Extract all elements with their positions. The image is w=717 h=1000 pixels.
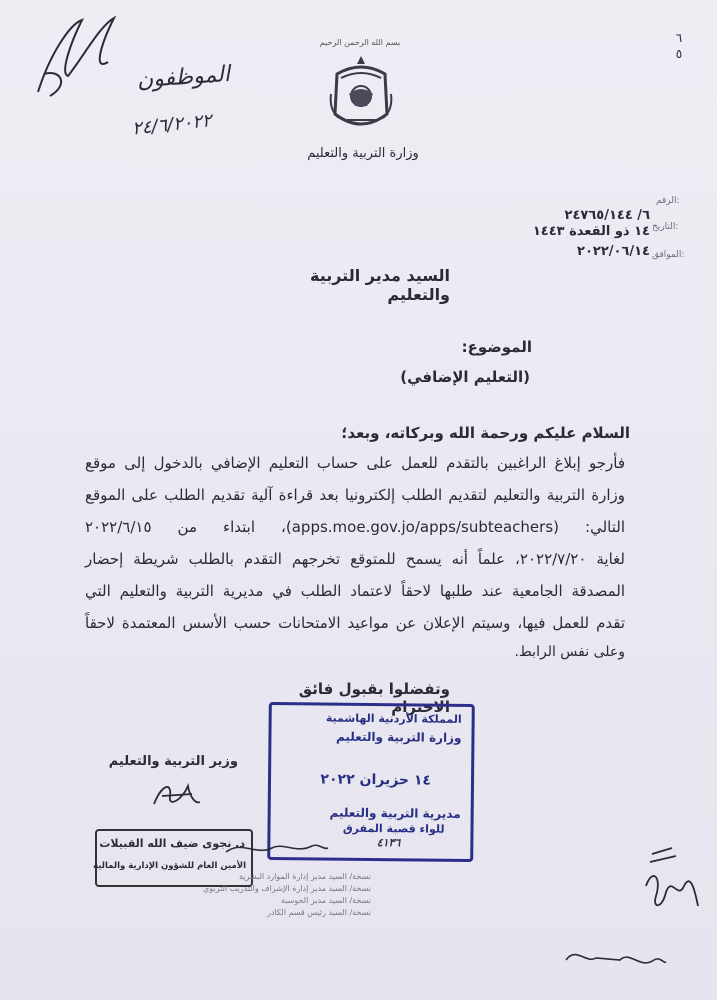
- date-label: التاريخ:: [652, 222, 679, 232]
- corresponding-label: الموافق:: [652, 250, 685, 260]
- cc-line: نسخة/ السيد رئيس قسم الكادر: [266, 908, 371, 917]
- cc-line: نسخة/ السيد مدير الحوسبة: [280, 896, 371, 905]
- subject-value: (التعليم الإضافي): [400, 368, 530, 386]
- basmala: بسم الله الرحمن الرحيم: [319, 38, 401, 47]
- handwritten-date: ٢٤/٦/٢٠٢٢: [131, 110, 213, 140]
- handwritten-scribble-icon: [560, 940, 670, 976]
- signatory-name: د. نجوى ضيف الله القبيلات: [99, 837, 245, 850]
- handwritten-scribble-icon: [30, 14, 120, 104]
- cc-line: نسخة/ السيد مدير إدارة الإشراف والتدريب التربوي: [203, 884, 371, 893]
- subject-label: الموضوع:: [461, 338, 532, 356]
- body-line: لغاية ٢٠٢٢/٧/٢٠، علماً أنه يسمح للمتوقع تخرجهم التقدم بالطلب شريطة إحضار: [85, 550, 625, 568]
- body-line-link: التالي: (apps.moe.gov.jo/apps/subteachers)، ابتداء من ٢٠٢٢/٦/١٥: [85, 518, 625, 536]
- signatory-title: وزير التربية والتعليم: [108, 754, 238, 769]
- corresponding-value: ٢٠٢٢/٠٦/١٤: [577, 244, 650, 259]
- stamp-line4: للواء قصبة المفرق: [342, 821, 445, 836]
- body-line: فأرجو إبلاغ الراغبين بالتقدم للعمل على حساب التعليم الإضافي بالدخول إلى موقع: [85, 454, 625, 472]
- body-line: تقدم للعمل فيها، وسيتم الإعلان عن مواعيد الامتحانات حسب الأسس المعتمدة لاحقاً: [85, 614, 625, 632]
- handwritten-initials-icon: [632, 846, 704, 926]
- number-value: ٦/ ٢٤٧٦٥/١٤٤: [564, 208, 650, 223]
- body-line: وزارة التربية والتعليم لتقديم الطلب إلكترونيا بعد قراءة آلية تقديم الطلب على الموقع: [85, 486, 625, 504]
- coat-of-arms-icon: [327, 54, 395, 138]
- page-marks: ٦ ٥: [675, 31, 683, 61]
- closing: وتفضلوا بقبول فائق الاحترام: [298, 680, 450, 716]
- body-line: المصدقة الجامعية عند طلبها لاحقاً لاعتماد الطلب في مديرية التربية والتعليم التي: [85, 582, 625, 600]
- ministry-name: وزارة التربية والتعليم: [307, 146, 419, 161]
- date-value: ١٤ ذو القعدة ١٤٤٣: [532, 224, 650, 239]
- stamp-line2: وزارة التربية والتعليم: [335, 729, 462, 745]
- signatory-position: الأمين العام للشؤون الإدارية والمالية: [93, 861, 246, 871]
- handwritten-scribble-icon: [222, 830, 332, 864]
- body-line-last: وعلى نفس الرابط.: [514, 644, 625, 660]
- signature-icon: [148, 774, 204, 814]
- stamp-date: ١٤ حزيران ٢٠٢٢: [320, 771, 432, 789]
- number-label: الرقم:: [656, 196, 680, 206]
- stamp-number: ٤١٣٦: [376, 836, 401, 850]
- stamp-line1: المملكة الأردنية الهاشمية: [325, 711, 462, 726]
- cc-line: نسخة/ السيد مدير إدارة الموارد البشرية: [238, 872, 371, 881]
- handwritten-approval: الموظفون: [136, 61, 231, 94]
- addressee: السيد مدير التربية والتعليم: [309, 266, 450, 304]
- greeting: السلام عليكم ورحمة الله وبركاته، وبعد؛: [341, 424, 630, 442]
- stamp-line3: مديرية التربية والتعليم: [329, 805, 461, 821]
